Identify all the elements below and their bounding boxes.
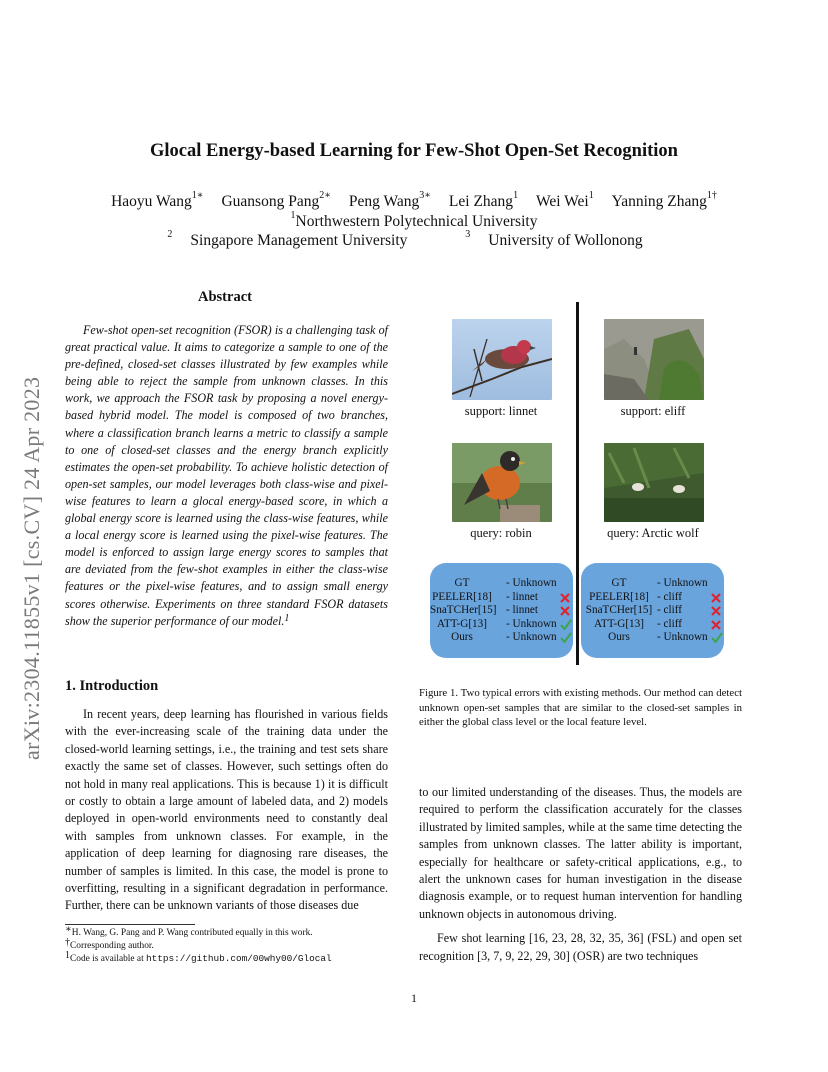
method-name: ATT-G[13] bbox=[594, 617, 644, 630]
footnotes bbox=[65, 924, 395, 965]
right-column bbox=[419, 784, 742, 965]
footnote: †Corresponding author. bbox=[65, 936, 154, 951]
robin-photo bbox=[452, 443, 552, 522]
check-icon bbox=[560, 632, 572, 643]
prediction: - Unknown bbox=[657, 577, 708, 589]
footnote: ∗H. Wang, G. Pang and P. Wang contributed equally in this work. bbox=[65, 924, 313, 938]
prediction: - cliff bbox=[657, 604, 682, 617]
prediction: - Unknown bbox=[657, 631, 708, 644]
prediction: - cliff bbox=[657, 617, 682, 630]
footnote-rule bbox=[65, 924, 195, 925]
support-label: support: linnet bbox=[464, 404, 538, 418]
footnote: $^1$Code is available at https://github.com/00why00/Glocal bbox=[65, 949, 332, 964]
page-number: 1 bbox=[411, 991, 417, 1005]
table-row bbox=[581, 631, 724, 645]
method-name: Ours bbox=[451, 631, 473, 644]
abstract-text: Few-shot open-set recognition (FSOR) is a challenging task of great practical value. It aims to categorize a sample to one of the pre-defined, closed-set classes illustrated by few examples while being able to reject the sample from unknown classes. In this work, we approach the FSOR task by proposing a novel energy-based hybrid model. The model is composed of two branches, where a classification branch learns a metric to classify a sample to one of closed-set classes and the energy branch explicitly estimates the open-set probability. To achieve holistic detection of open-set samples, our model leverages both class-wise and pixel-wise features to learn a glocal energy-based score, in which a global energy score is learned using the class-wise features, while a local energy score is learned using the pixel-wise features. The model is enforced to assign large energy scores to samples that are deviated from the few-shot examples in either the class-wise features or the pixel-wise features, and to assign small energy scores otherwise. Experiments on three standard FSOR datasets show the superior performance of our model. bbox=[65, 323, 388, 628]
query-label: query: Arctic wolf bbox=[607, 526, 699, 540]
arctic-wolf-photo bbox=[604, 443, 704, 522]
author: Lei Zhang$^1$ bbox=[448, 190, 519, 210]
method-name: GT bbox=[454, 577, 470, 589]
author: Wei Wei$^1$ bbox=[535, 190, 594, 210]
prediction: - Unknown bbox=[506, 617, 557, 630]
affiliation-line bbox=[0, 229, 828, 250]
affiliation: $^2$ Singapore Management University bbox=[167, 229, 408, 249]
table-row bbox=[430, 604, 573, 618]
table-row bbox=[581, 618, 724, 632]
linnet-photo bbox=[452, 319, 552, 400]
cross-icon bbox=[560, 606, 570, 616]
table-row bbox=[430, 577, 573, 591]
prediction: - linnet bbox=[506, 590, 539, 603]
results-table-right bbox=[581, 577, 724, 645]
table-row bbox=[430, 618, 573, 632]
figure-caption: Figure 1. Two typical errors with existing methods. Our method can detect unknown open-set samples that are similar to the closed-set samples in either the global class level or the local feature level. bbox=[419, 687, 742, 729]
paper-title: Glocal Energy-based Learning for Few-Shot Open-Set Recognition bbox=[150, 141, 678, 161]
paragraph: to our limited understanding of the diseases. Thus, the models are required to perform the classification accurately for the classes illustrated by limited samples, while at the same time detecting the samples from unknown classes. The latter ability is important, especially for healthcare or safety-critical applications, e.g., to alert the unknown cases for human investigation in the disease diagnosis example, or to request human intervention for handling unknown objects in autonomous driving. bbox=[419, 785, 742, 921]
cross-icon bbox=[711, 620, 721, 630]
paragraph: Few shot learning [16, 23, 28, 32, 35, 36] (FSL) and open set recognition [3, 7, 9, 22, 29, 30] (OSR) are two techniques bbox=[419, 931, 742, 963]
support-label: support: eliff bbox=[620, 404, 686, 418]
query-label: query: robin bbox=[470, 526, 532, 540]
results-table-left bbox=[430, 577, 573, 645]
table-row bbox=[581, 604, 724, 618]
method-name: ATT-G[13] bbox=[437, 617, 487, 630]
method-name: SnaTCHer[15] bbox=[430, 604, 497, 617]
method-name: SnaTCHer[15] bbox=[585, 604, 653, 617]
figure-divider bbox=[576, 302, 579, 665]
method-name: Ours bbox=[608, 631, 630, 644]
table-row bbox=[581, 591, 724, 605]
affiliation: $^1$Northwestern Polytechnical University bbox=[290, 210, 538, 230]
abstract-body: Few-shot open-set recognition (FSOR) is a challenging task of great practical value. It aims to categorize a sample to one of the pre-defined, closed-set classes illustrated by few examples while being able to reject the sample from unknown classes. In this work, we approach the FSOR task by proposing a novel energy-based hybrid model. The model is composed of two branches, where a classification branch learns a metric to classify a sample to one of closed-set classes and the energy branch explicitly estimates the open-set probability. To achieve holistic detection of open-set samples, our model leverages both class-wise and pixel-wise features to learn a glocal energy-based score, in which a global energy score is learned using the class-wise features, while a local energy score is learned using the pixel-wise features. The model is enforced to assign large energy scores to samples that are deviated from the few-shot examples in either the class-wise features or the pixel-wise features, and to assign small energy scores otherwise. Experiments on three standard FSOR datasets show the superior performance of our model.$^1$ bbox=[65, 323, 388, 628]
check-icon bbox=[560, 619, 572, 630]
prediction: - linnet bbox=[506, 604, 539, 617]
code-link[interactable]: https://github.com/00why00/Glocal bbox=[146, 952, 332, 964]
table-row bbox=[581, 577, 724, 591]
author: Haoyu Wang$^{1∗}$ bbox=[111, 190, 204, 210]
author: Guansong Pang$^{2∗}$ bbox=[221, 190, 331, 210]
author-list bbox=[0, 190, 828, 211]
table-row bbox=[430, 591, 573, 605]
table-row bbox=[430, 631, 573, 645]
author: Peng Wang$^{3∗}$ bbox=[348, 190, 432, 210]
cross-icon bbox=[711, 606, 721, 616]
cross-icon bbox=[711, 593, 721, 603]
abstract-heading: Abstract bbox=[198, 289, 252, 305]
cross-icon bbox=[560, 593, 570, 603]
author: Yanning Zhang$^{1\dagger}$ bbox=[611, 190, 717, 210]
prediction: - cliff bbox=[657, 590, 682, 603]
method-name: GT bbox=[611, 577, 627, 589]
cliff-photo bbox=[604, 319, 704, 400]
prediction: - Unknown bbox=[506, 577, 557, 589]
section-heading: 1. Introduction bbox=[65, 678, 159, 694]
prediction: - Unknown bbox=[506, 631, 557, 644]
affiliation: $^3$ University of Wollonong bbox=[465, 229, 643, 249]
intro-column bbox=[65, 706, 388, 915]
paragraph: In recent years, deep learning has flourished in various fields with the ever-increasing scale of the training data under the closed-world learning settings, i.e., the training and test sets share exactly the same set of classes. However, such settings often do not hold in many real applications. This is because 1) it is difficult or costly to obtain a large amount of labeled data, and 2) models deployed in open-world environments need to constantly deal with samples from unknown classes. For example, in the application of deep learning for diagnosing rare diseases, the number of samples is limited. In this case, the model is prone to overfitting, resulting in a significant degradation in performance. Further, there can be unknown variants of those diseases due bbox=[65, 707, 388, 913]
method-name: PEELER[18] bbox=[589, 590, 649, 603]
check-icon bbox=[711, 632, 723, 643]
arxiv-stamp: arXiv:2304.11855v1 [cs.CV] 24 Apr 2023 bbox=[19, 376, 44, 760]
method-name: PEELER[18] bbox=[432, 590, 492, 603]
